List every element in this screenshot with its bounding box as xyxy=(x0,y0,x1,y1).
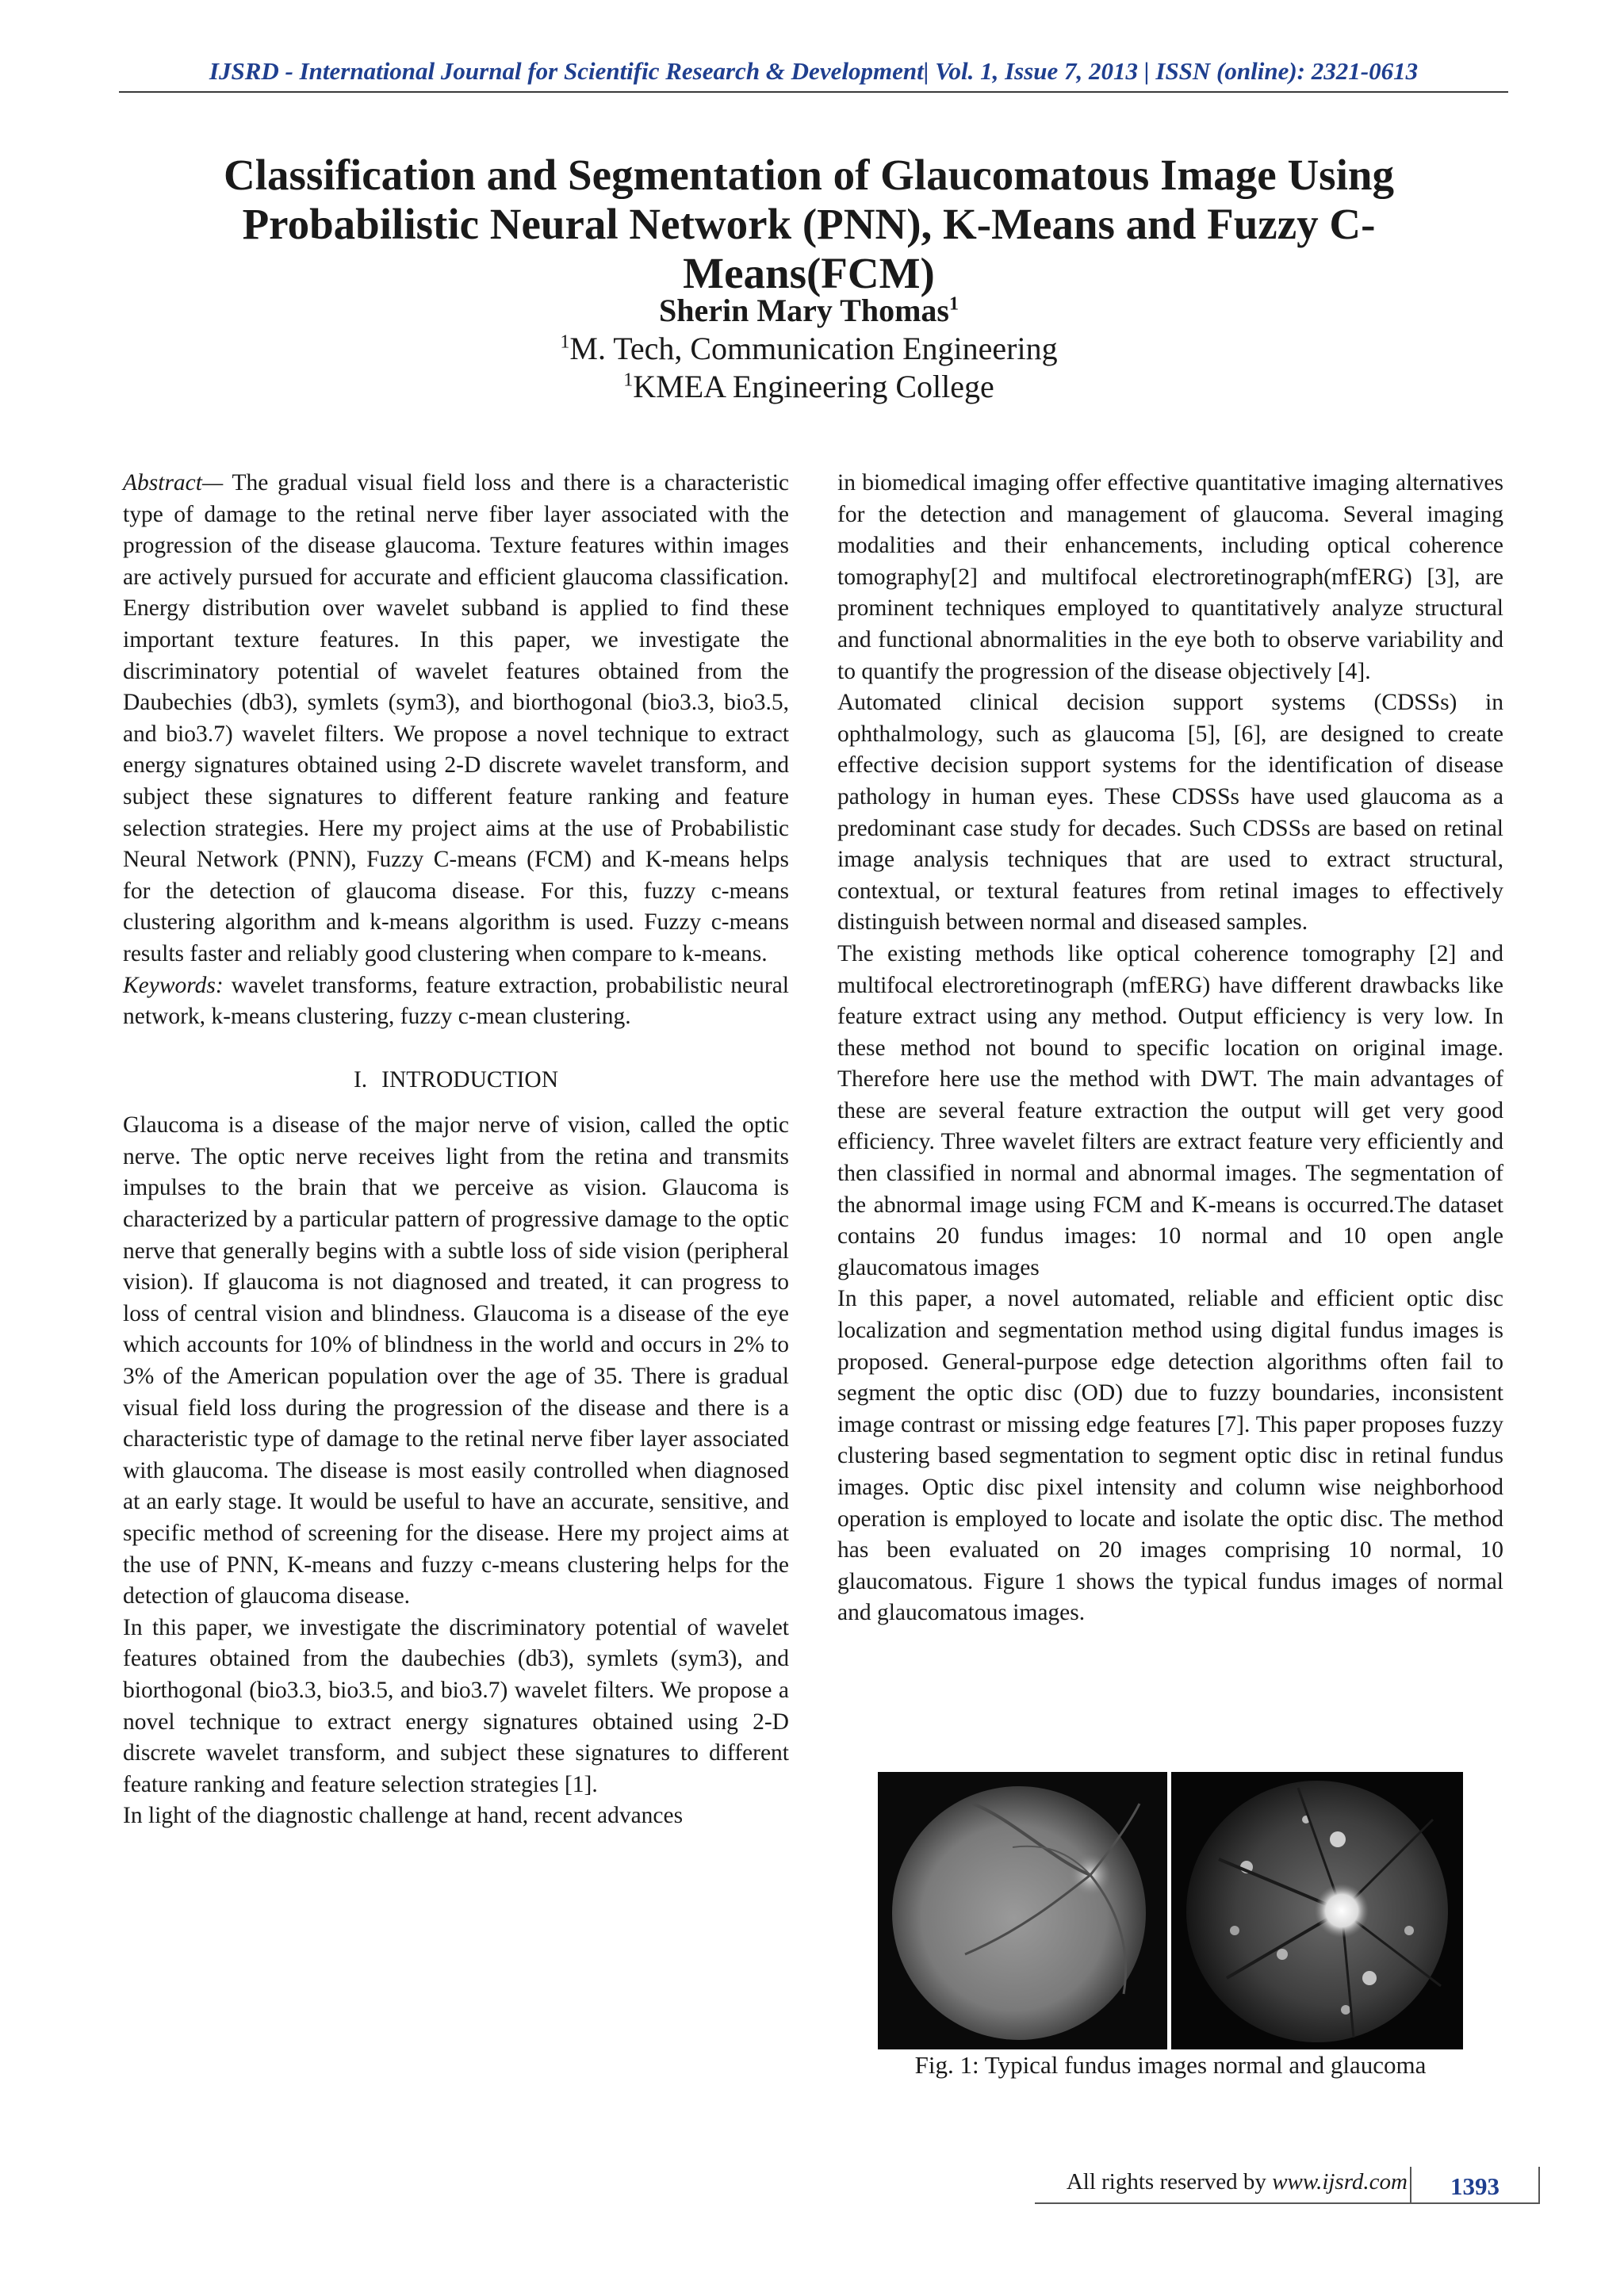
affiliation-2-superscript: 1 xyxy=(623,369,634,391)
figure-1 xyxy=(878,1772,1463,2049)
author-name: Sherin Mary Thomas xyxy=(659,293,949,328)
keywords-text: wavelet transforms, feature extraction, probabilistic neural network, k-means clustering, fuzzy c-mean clustering. xyxy=(123,972,789,1030)
abstract-label: Abstract— xyxy=(123,470,224,496)
intro-paragraph-1: Glaucoma is a disease of the major nerve of vision, called the optic nerve. The optic nerve receives light from the retina and transmits impulses to the brain that we perceive as vision. Glaucoma is characterized by a particular pattern of progressive damage to the optic nerve that generally begins with a subtle loss of side vision (peripheral vision). If glaucoma is not diagnosed and treated, it can progress to loss of central vision and blindness. Glaucoma is a disease of the eye which accounts for 10% of blindness in the world and occurs in 2% to 3% of the American population over the age of 35. There is gradual visual field loss during the progression of the disease and there is a characteristic type of damage to the retinal nerve fiber layer associated with glaucoma. The disease is most easily controlled when diagnosed at an early stage. It would be useful to have an accurate, sensitive, and specific method of screening for the disease. Here my project aims at the use of PNN, K-means and fuzzy c-means clustering helps for the detection of glaucoma disease. xyxy=(123,1112,789,1609)
figure-caption: Fig. 1: Typical fundus images normal and glaucoma xyxy=(914,2051,1427,2079)
affiliation-1-superscript: 1 xyxy=(560,331,570,353)
keywords xyxy=(123,970,789,1033)
affiliation-1-text: M. Tech, Communication Engineering xyxy=(569,331,1058,366)
footer-rights xyxy=(1035,2169,1408,2195)
right-paragraph-3: The existing methods like optical coherence tomography [2] and multifocal electroretinograph (mfERG) have different drawbacks like feature extract using any method. Output efficiency is very low. In these method not bound to specific location on original image. Therefore here use the method with DWT. The main advantages of these are several feature extraction the output will get very good efficiency. Three wavelet filters are extract feature very efficiently and then classified in normal and abnormal images. The segmentation of the abnormal image using FCM and K-means is occurred.The dataset contains 20 fundus images: 10 normal and 10 open angle glaucomatous images xyxy=(837,940,1503,1280)
right-paragraph-4: In this paper, a novel automated, reliable and efficient optic disc localization and segmentation method using digital fundus images is proposed. General-purpose edge detection algorithms often fail to segment the optic disc (OD) due to fuzzy boundaries, inconsistent image contrast or missing edge features [7]. This paper proposes fuzzy clustering based segmentation to segment optic disc in retinal fundus images. Optic disc pixel intensity and column wise neighborhood operation is employed to locate and isolate the optic disc. The method has been evaluated on 20 images comprising 10 normal, 10 glaucomatous. Figure 1 shows the typical fundus images of normal and glaucomatous images. xyxy=(837,1286,1503,1626)
keywords-label: Keywords: xyxy=(123,972,224,998)
section-heading-introduction xyxy=(123,1065,789,1096)
paper-title xyxy=(159,151,1459,298)
right-paragraph-1: in biomedical imaging offer effective quantitative imaging alternatives for the detection and management of glaucoma. Several imaging modalities and their enhancements, including optical coherence tomography[2] and multifocal electroretinograph(mfERG) [3], are prominent techniques employed to quantitatively analyze structural and functional abnormalities in the eye both to observe variability and to quantify the progression of the disease objectively [4]. xyxy=(837,470,1503,684)
author-superscript: 1 xyxy=(948,293,959,315)
affiliation-2 xyxy=(396,369,1221,404)
affiliation-2-text: KMEA Engineering College xyxy=(633,369,994,404)
abstract xyxy=(123,468,789,970)
right-column xyxy=(837,468,1503,1629)
footer-url-link[interactable]: www.ijsrd.com xyxy=(1272,2169,1408,2195)
page-number: 1393 xyxy=(1410,2167,1540,2203)
section-title: INTRODUCTION xyxy=(381,1066,559,1093)
footer-rights-text: All rights reserved by xyxy=(1066,2169,1273,2195)
right-paragraph-2: Automated clinical decision support systems (CDSSs) in ophthalmology, such as glaucoma [5], [6], are designed to create effective decision support systems for the identification of disease pathology in human eyes. These CDSSs have used glaucoma as a predominant case study for decades. Such CDSSs are based on retinal image analysis techniques that are used to extract structural, contextual, or textural features from retinal images to effectively distinguish between normal and diseased samples. xyxy=(837,690,1503,936)
left-column xyxy=(123,468,789,1832)
title-line-3: Means(FCM) xyxy=(683,249,935,297)
glaucoma-fundus-image xyxy=(1171,1772,1463,2049)
author-line xyxy=(396,293,1221,328)
intro-paragraph-3: In light of the diagnostic challenge at hand, recent advances xyxy=(123,1803,684,1829)
abstract-text: The gradual visual field loss and there is a characteristic type of damage to the retinal nerve fiber layer associated with the progression of the disease glaucoma. Texture features within images are actively pursued for accurate and efficient glaucoma classification. Energy distribution over wavelet subband is applied to find these important texture features. In this paper, we investigate the discriminatory potential of wavelet features obtained from the Daubechies (db3), symlets (sym3), and biorthogonal (bio3.3, bio3.5, and bio3.7) wavelet filters. We propose a novel technique to extract energy signatures obtained using 2-D discrete wavelet transform, and subject these signatures to different feature ranking and feature selection strategies. Here my project aims at the use of Probabilistic Neural Network (PNN), Fuzzy C-means (FCM) and K-means helps for the detection of glaucoma disease. For this, fuzzy c-means clustering algorithm and k-means algorithm is used. Fuzzy c-means results faster and reliably good clustering when compare to k-means. xyxy=(123,470,789,966)
section-number: I. xyxy=(353,1066,368,1093)
title-line-2: Probabilistic Neural Network (PNN), K-Means and Fuzzy C- xyxy=(242,200,1376,248)
journal-header: IJSRD - International Journal for Scientific Research & Development| Vol. 1, Issue 7, 2013 | ISSN (online): 2321-0613 xyxy=(209,57,1419,85)
header-divider xyxy=(119,91,1508,93)
affiliation-1 xyxy=(396,331,1221,366)
intro-paragraph-2: In this paper, we investigate the discriminatory potential of wavelet features obtained from the daubechies (db3), symlets (sym3), and biorthogonal (bio3.3, bio3.5, and bio3.7) wavelet filters. We propose a novel technique to extract energy signatures obtained using 2-D discrete wavelet transform, and subject these signatures to different feature ranking and feature selection strategies [1]. xyxy=(123,1614,789,1797)
title-line-1: Classification and Segmentation of Glaucomatous Image Using xyxy=(224,151,1394,199)
normal-fundus-image xyxy=(878,1772,1167,2049)
